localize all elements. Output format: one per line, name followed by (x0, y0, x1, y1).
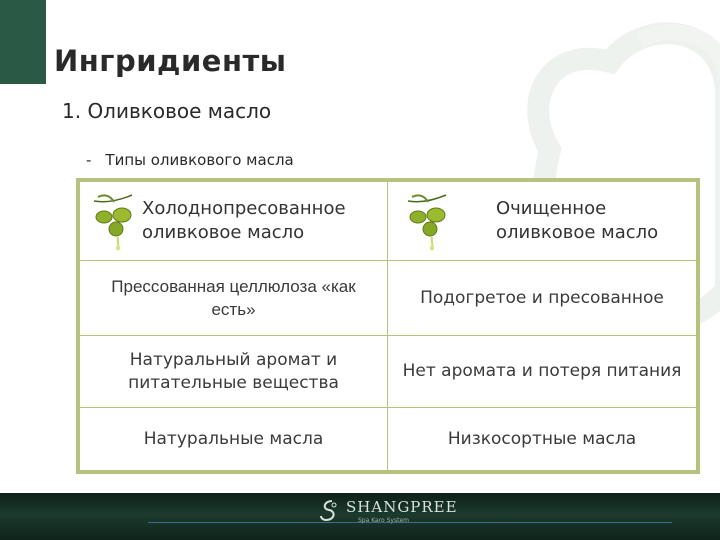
brand-emblem-icon (318, 498, 340, 524)
brand-logo (318, 498, 458, 524)
column-header-label: Холоднопресованное оливковое масло (142, 198, 346, 243)
table-header-refined (388, 182, 696, 261)
accent-bar (0, 0, 46, 84)
table-cell: Натуральные масла (80, 408, 388, 470)
slide-subtitle: 1. Оливковое масло (62, 99, 272, 123)
table-cell: Прессованная целлюлоза «как есть» (80, 261, 388, 336)
olive-branch-icon (92, 191, 140, 251)
olive-branch-icon (406, 191, 454, 251)
table-cell: Натуральный аромат и питательные вещества (80, 336, 388, 408)
brand-tagline: Spa Karo System (358, 517, 409, 524)
table-header-cold-pressed (80, 182, 388, 261)
slide-title: Ингридиенты (54, 44, 287, 78)
table-cell: Нет аромата и потеря питания (388, 336, 696, 408)
column-header-label: Очищенное оливковое масло (496, 198, 659, 243)
comparison-table (76, 178, 700, 474)
bullet-marker: - (86, 151, 92, 169)
table-cell: Подогретое и пресованное (388, 261, 696, 336)
table-cell: Низкосортные масла (447, 428, 637, 449)
footer-bar (0, 493, 720, 540)
bullet-text: Типы оливкового масла (105, 151, 294, 169)
brand-name: SHANGPREE (346, 498, 458, 516)
bullet-item (86, 151, 294, 169)
